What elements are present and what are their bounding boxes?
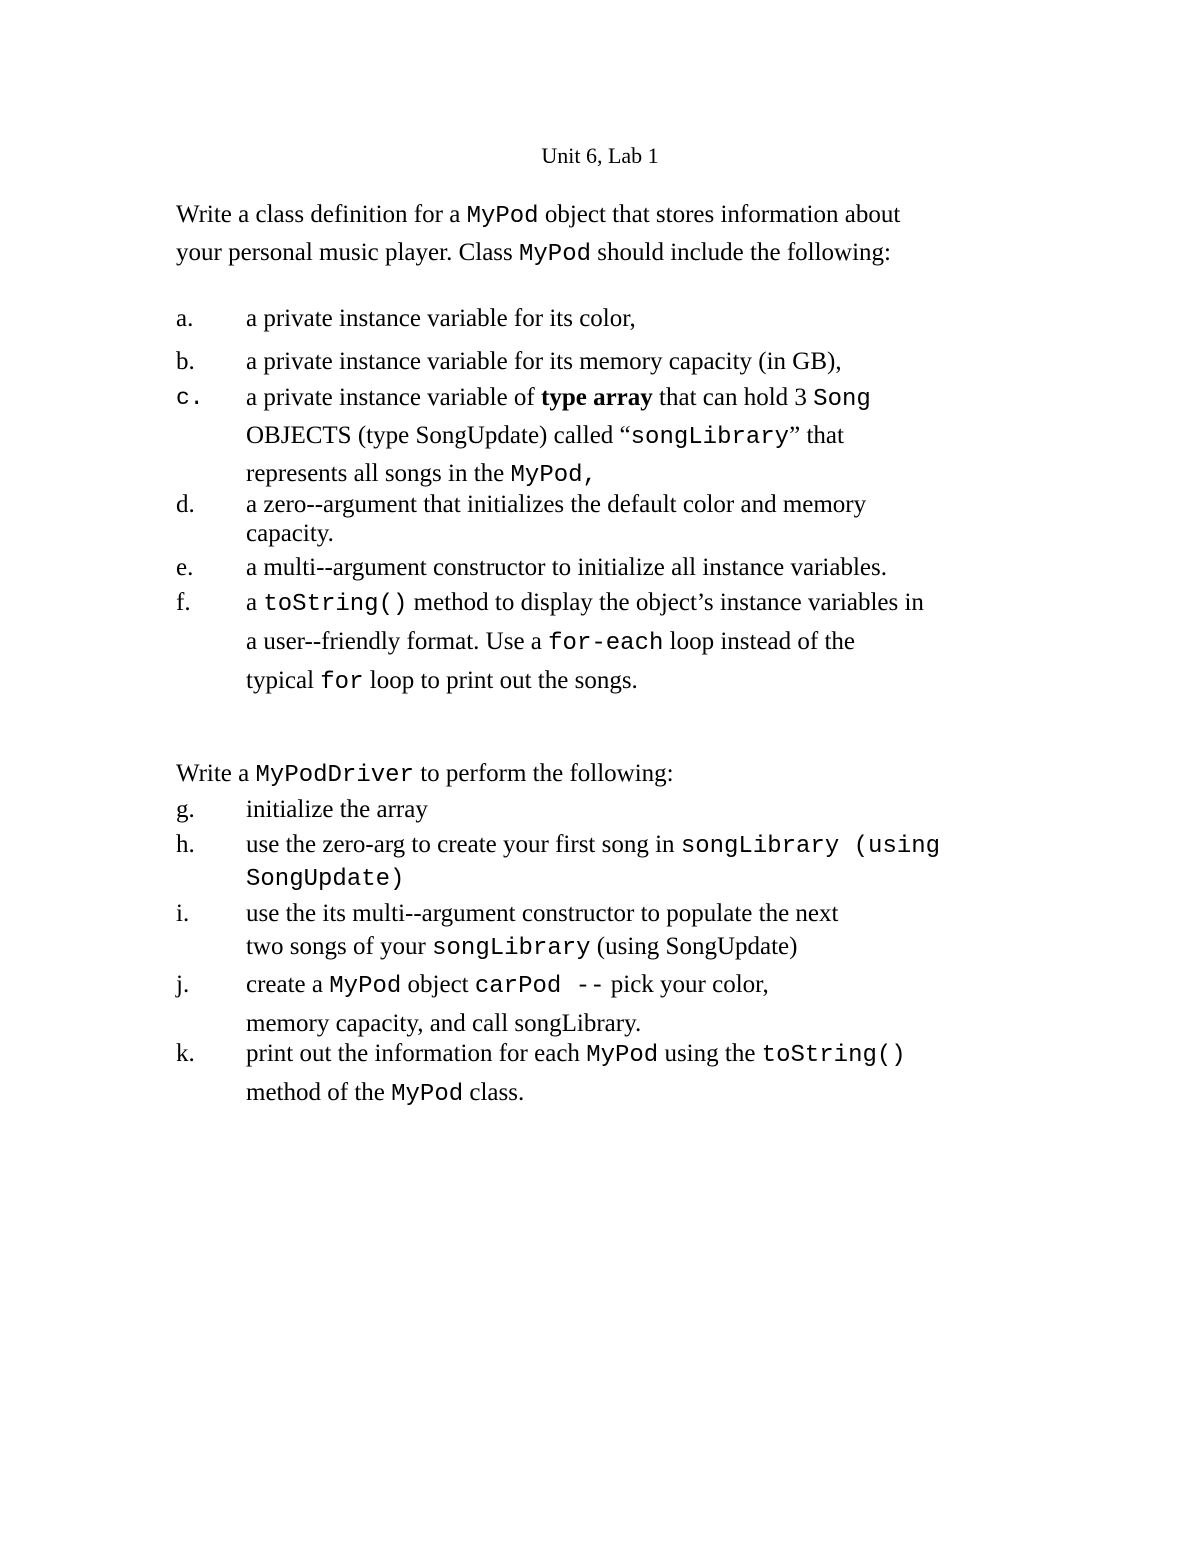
item-text: a private instance variable for its color, [246, 305, 636, 332]
intro-line-2: your personal music player. Class MyPod should include the following: [176, 239, 891, 268]
list-item-k [176, 1035, 1076, 1113]
item-text: a toString() method to display the object’s instance variables in a user--friendly format. Use a for-each loop instead of the typical for loop to print out the songs. [246, 589, 924, 696]
item-text: initialize the array [246, 796, 428, 823]
item-label: e. [176, 554, 194, 581]
item-text: use the zero-arg to create your first song in songLibrary (using SongUpdate) [246, 831, 941, 893]
intro-line-1: Write a class definition for a MyPod object that stores information about [176, 201, 901, 230]
list-item-i [176, 897, 1076, 965]
item-label: a. [176, 305, 194, 332]
item-label: j. [176, 971, 190, 998]
item-text: a private instance variable for its memory capacity (in GB), [246, 348, 842, 375]
code-mypoddriver: MyPodDriver [255, 762, 414, 789]
page-title: Unit 6, Lab 1 [541, 143, 659, 168]
list-item-g [176, 796, 1076, 824]
item-text: a private instance variable of type array that can hold 3 Song OBJECTS (type SongUpdate) called “songLibrary” that represents all songs in the MyPod, [246, 384, 871, 489]
list-item-a [176, 305, 1076, 333]
list-item-c [176, 380, 1076, 494]
item-label: k. [176, 1040, 195, 1067]
list-item-h [176, 828, 1076, 896]
list-item-d [176, 490, 1076, 548]
code-mypod: MyPod [466, 203, 539, 230]
item-text: print out the information for each MyPod using the toString() method of the MyPod class. [246, 1040, 906, 1108]
item-text: create a MyPod object carPod -- pick your color, memory capacity, and call songLibrary. [246, 971, 769, 1037]
driver-intro: Write a MyPodDriver to perform the following: [176, 760, 674, 789]
item-text: a multi--argument constructor to initialize all instance variables. [246, 554, 887, 581]
item-label: h. [176, 831, 195, 858]
list-item-b [176, 348, 1076, 376]
item-label: c. [176, 385, 204, 411]
item-text: use the its multi--argument constructor to populate the next two songs of your songLibrary (using SongUpdate) [246, 900, 839, 962]
code-mypod: MyPod [519, 241, 592, 268]
item-label: i. [176, 900, 190, 927]
intro-paragraph [176, 197, 1076, 273]
list-item-j [176, 966, 1076, 1042]
item-label: g. [176, 796, 195, 823]
bold-type-array: type array [541, 384, 653, 411]
item-text: a zero--argument that initializes the default color and memory capacity. [246, 491, 867, 547]
item-label: f. [176, 589, 191, 616]
item-label: d. [176, 491, 195, 518]
item-label: b. [176, 348, 195, 375]
list-item-f [176, 584, 1076, 701]
list-item-e [176, 554, 1076, 582]
